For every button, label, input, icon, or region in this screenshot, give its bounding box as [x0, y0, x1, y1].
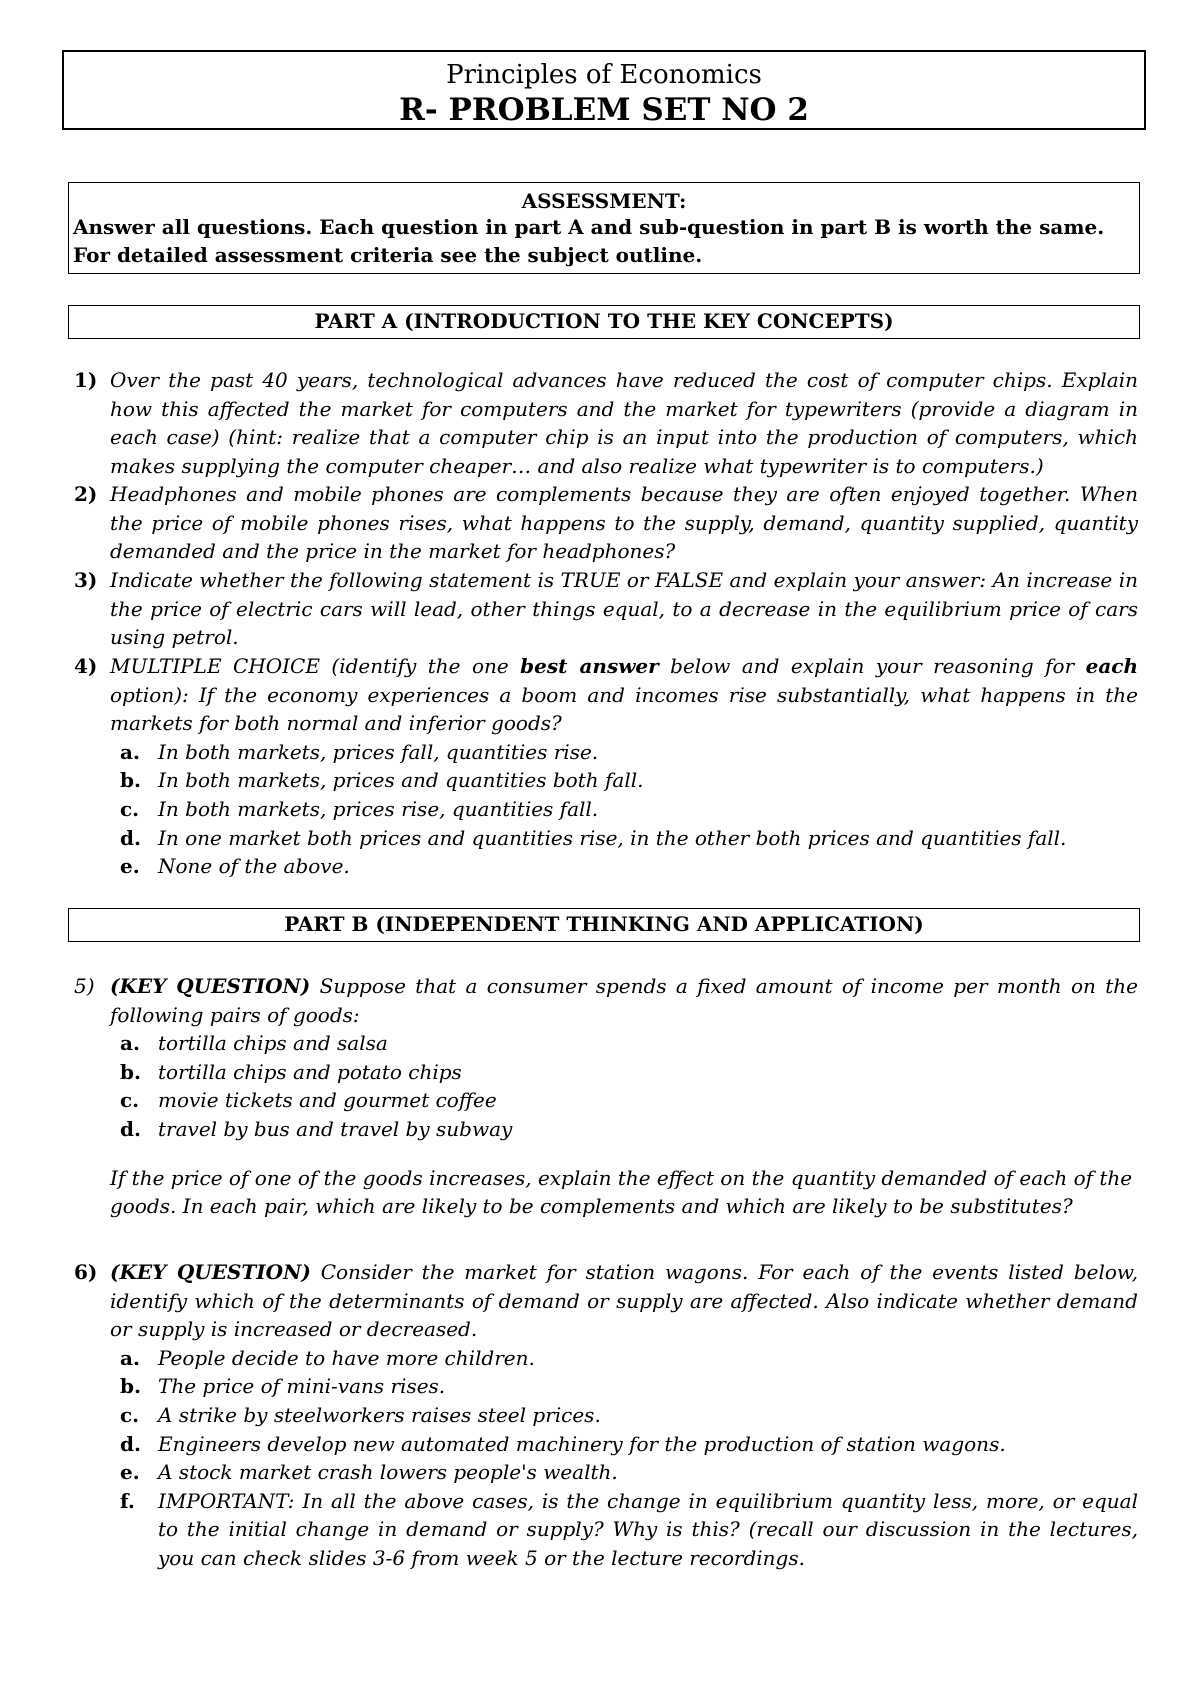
option-text: The price of mini-vans rises. — [158, 1374, 446, 1399]
q4-text-post: option): If the economy experiences a boom and incomes rise substantially, what happens in the markets for both normal and inferior goods? — [110, 682, 1138, 736]
question-number: 1) — [74, 368, 98, 392]
option-letter: b. — [120, 1374, 141, 1399]
question-text — [110, 652, 1138, 738]
option-text: In both markets, prices rise, quantities fall. — [158, 796, 599, 821]
option-text: A strike by steelworkers raises steel prices. — [158, 1402, 601, 1427]
option-letter: c. — [120, 1088, 140, 1113]
option-letter: d. — [120, 825, 141, 850]
option-text: tortilla chips and salsa — [158, 1031, 388, 1056]
question-2 — [74, 480, 1138, 566]
question-4 — [74, 652, 1138, 881]
assessment-heading: ASSESSMENT: — [521, 189, 687, 213]
option-text: Engineers develop new automated machinery for the production of station wagons. — [158, 1431, 1006, 1456]
option-letter: f. — [120, 1488, 135, 1513]
option-a — [74, 738, 1138, 767]
question-text — [110, 1258, 1138, 1344]
q4-options — [74, 738, 1138, 881]
question-text: Headphones and mobile phones are complements because they are often enjoyed together. When the price of mobile phones rises, what happens to the supply, demand, quantity supplied, quantity demanded and the price in the market for headphones? — [110, 482, 1138, 564]
option-letter: c. — [120, 796, 140, 821]
option-a — [74, 1029, 1138, 1058]
option-letter: d. — [120, 1431, 141, 1456]
option-text: travel by bus and travel by subway — [158, 1116, 513, 1141]
option-b — [74, 1372, 1138, 1401]
option-text: In one market both prices and quantities rise, in the other both prices and quantities fall. — [158, 825, 1067, 850]
option-text: In both markets, prices and quantities both fall. — [158, 768, 644, 793]
option-letter: a. — [120, 1031, 140, 1056]
question-6 — [74, 1258, 1138, 1573]
option-text: IMPORTANT: In all the above cases, is the change in equilibrium quantity less, more, or equal to the initial change in demand or supply? Why is this? (recall our discussion in the lectures, you can check slides 3-6 from week 5 or the lecture recordings. — [158, 1488, 1138, 1570]
option-letter: a. — [120, 1345, 140, 1370]
option-letter: e. — [120, 854, 140, 879]
option-text: In both markets, prices fall, quantities rise. — [158, 739, 599, 764]
assessment-text: Answer all questions. Each question in part A and sub-question in part B is worth the same. For detailed assessment criteria see the subject outline. — [73, 215, 1105, 267]
q5-options — [74, 1029, 1138, 1143]
option-text: People decide to have more children. — [158, 1345, 535, 1370]
question-number: 3) — [74, 568, 98, 592]
question-number: 4) — [74, 654, 98, 678]
option-d — [74, 1430, 1138, 1459]
option-b — [74, 766, 1138, 795]
question-5 — [74, 972, 1138, 1221]
option-b — [74, 1058, 1138, 1087]
option-e — [74, 852, 1138, 881]
question-number: 2) — [74, 482, 98, 506]
part-b-heading: PART B (INDEPENDENT THINKING AND APPLICATION) — [68, 908, 1140, 942]
question-text — [110, 972, 1138, 1029]
question-number: 6) — [74, 1260, 98, 1284]
q4-each: each — [1085, 654, 1139, 678]
option-c — [74, 1401, 1138, 1430]
key-question-label: (KEY QUESTION) — [110, 1260, 311, 1284]
option-c — [74, 795, 1138, 824]
question-1 — [74, 366, 1138, 480]
question-text: Indicate whether the following statement is TRUE or FALSE and explain your answer: An increase in the price of electric cars will lead, other things equal, to a decrease in the equilibrium price of cars using petrol. — [110, 568, 1138, 650]
question-number: 5) — [74, 974, 95, 998]
q6-text: Consider the market for station wagons. For each of the events listed below, identify which of the determinants of demand or supply are affected. Also indicate whether demand or supply is increased or decreased. — [110, 1260, 1139, 1342]
option-letter: e. — [120, 1460, 140, 1485]
question-3 — [74, 566, 1138, 652]
option-d — [74, 824, 1138, 853]
option-text: None of the above. — [158, 854, 350, 879]
q4-text-mid: below and explain your reasoning for — [670, 654, 1075, 678]
question-text: Over the past 40 years, technological advances have reduced the cost of computer chips. Explain how this affected the market for computers and the market for typewriters (provide a diagram in each case) (hint: realize that a computer chip is an input into the production of computers, which makes supplying the computer cheaper… and also realize what typewriter is to computers.) — [110, 368, 1138, 478]
option-text: A stock market crash lowers people's wealth. — [158, 1460, 618, 1485]
part-a-heading: PART A (INTRODUCTION TO THE KEY CONCEPTS) — [68, 305, 1140, 339]
q6-options — [74, 1344, 1138, 1573]
q5-followup: If the price of one of the goods increases, explain the effect on the quantity demanded of each of the goods. In each pair, which are likely to be complements and which are likely to be substitutes? — [110, 1165, 1133, 1219]
option-a — [74, 1344, 1138, 1373]
option-letter: d. — [120, 1116, 141, 1141]
option-d — [74, 1115, 1138, 1144]
course-title: Principles of Economics — [446, 60, 762, 90]
option-text: movie tickets and gourmet coffee — [158, 1088, 497, 1113]
option-c — [74, 1086, 1138, 1115]
problem-set-title: R- PROBLEM SET NO 2 — [399, 92, 809, 128]
option-f — [74, 1487, 1138, 1573]
option-text: tortilla chips and potato chips — [158, 1059, 462, 1084]
q4-text-pre: MULTIPLE CHOICE (identify the one — [110, 654, 509, 678]
q5-text: Suppose that a consumer spends a fixed amount of income per month on the following pairs of goods: — [110, 974, 1139, 1027]
option-e — [74, 1458, 1138, 1487]
q4-best-answer: best answer — [520, 654, 659, 678]
option-letter: b. — [120, 768, 141, 793]
key-question-label: (KEY QUESTION) — [110, 974, 311, 998]
option-letter: b. — [120, 1059, 141, 1084]
title-box — [62, 50, 1146, 130]
option-letter: c. — [120, 1402, 140, 1427]
option-letter: a. — [120, 739, 140, 764]
assessment-box — [68, 182, 1140, 274]
